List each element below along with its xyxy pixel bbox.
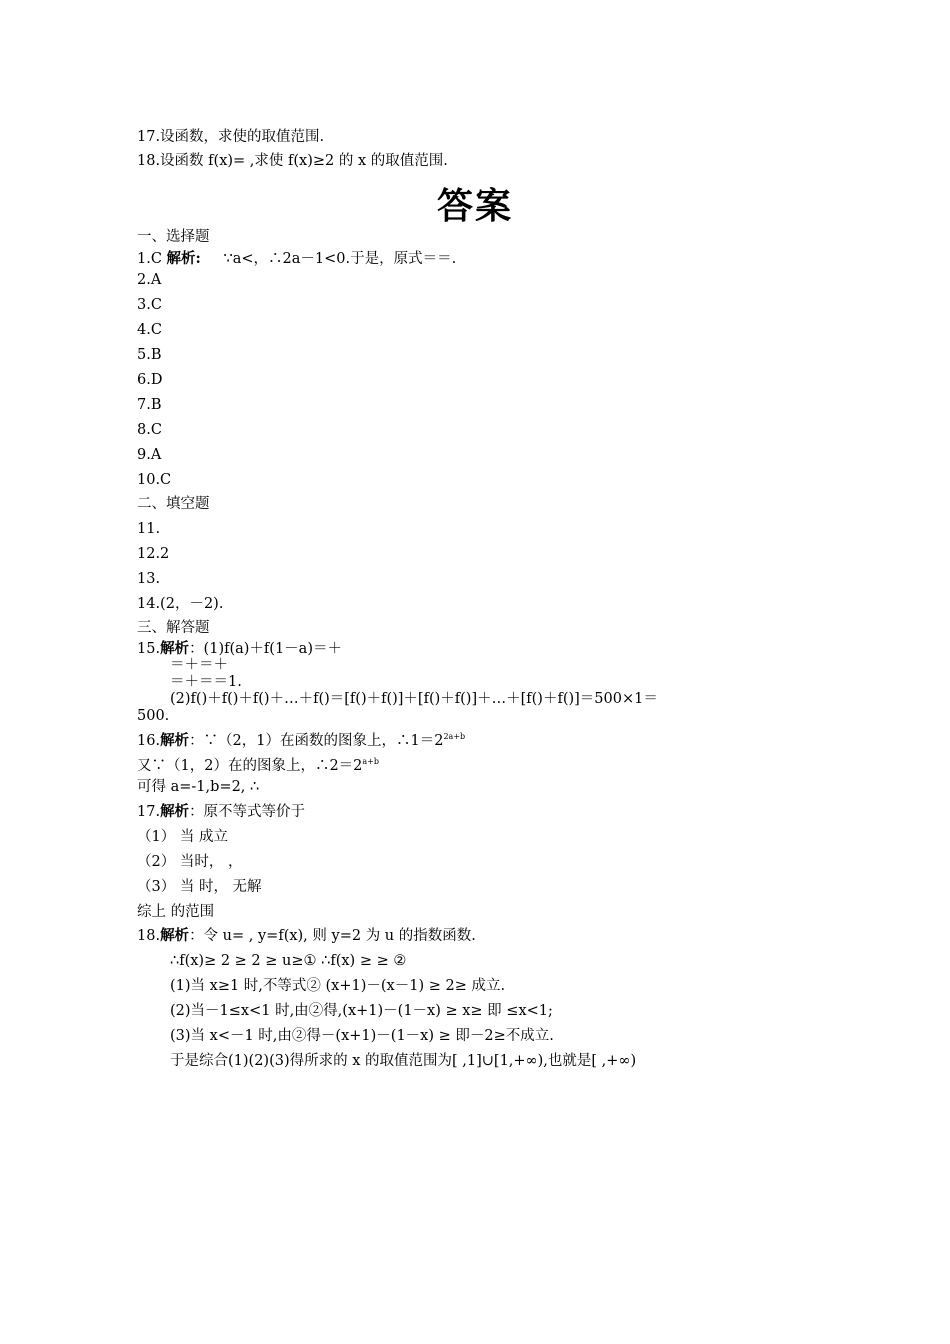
section-solve: 三、解答题: [137, 620, 210, 636]
answer-18-line-5: (3)当 x<－1 时,由②得－(x+1)－(1－x) ≥ 即－2≥不成立.: [170, 1028, 554, 1044]
answer-16-num: 16.: [137, 733, 161, 749]
answer-13: 13.: [137, 571, 161, 587]
answer-16-text: ：∵（2，1）在函数的图象上，∴1＝2: [189, 733, 444, 749]
answer-title: 答案: [436, 186, 513, 227]
answer-1-text: ∵a<，∴2a－1<0.于是，原式＝＝.: [223, 251, 457, 267]
answer-17-label: 解析: [160, 803, 190, 820]
answer-18-line-6: 于是综合(1)(2)(3)得所求的 x 的取值范围为[ ,1]∪[1,+∞),也就是[ ,+∞): [170, 1053, 637, 1069]
answer-2: 2.A: [137, 272, 162, 288]
answer-6: 6.D: [137, 372, 163, 388]
answer-17-line-3: （2） 当时， ，: [137, 854, 243, 870]
answer-16-exponent-1: 2a+b: [443, 732, 466, 741]
answer-18-label: 解析: [160, 927, 190, 944]
answer-15-label: 解析: [160, 640, 190, 657]
answer-15-num: 15.: [137, 641, 161, 657]
answer-18-num: 18.: [137, 928, 161, 944]
answer-16-line-2: [137, 753, 379, 775]
answer-15-text: ：(1)f(a)＋f(1－a)＝＋: [189, 641, 342, 657]
answer-9: 9.A: [137, 447, 162, 463]
answer-15-line-3: ＝＋＝＝1.: [170, 674, 242, 690]
answer-1-label: 解析:: [166, 250, 201, 267]
answer-11: 11.: [137, 521, 161, 537]
answer-12: 12.2: [137, 546, 170, 562]
answer-17-line-1: [137, 803, 305, 821]
answer-16-text-2: 又∵（1，2）在的图象上，∴2＝2: [137, 758, 363, 774]
answer-15-line-4: (2)f()＋f()＋f()＋…＋f()＝[f()＋f()]＋[f()＋f()]＋…＋[f()＋f()]＝500×1＝: [170, 691, 658, 707]
answer-16-exponent-2: a+b: [362, 757, 379, 766]
question-18: 18.设函数 f(x)= ,求使 f(x)≥2 的 x 的取值范围.: [137, 153, 448, 169]
answer-3: 3.C: [137, 297, 162, 313]
answer-5: 5.B: [137, 347, 162, 363]
answer-4: 4.C: [137, 322, 162, 338]
answer-18-line-1: [137, 927, 476, 945]
answer-15-line-5: 500.: [137, 708, 170, 724]
answer-17-line-2: （1） 当 成立: [137, 829, 228, 845]
answer-17-text: ：原不等式等价于: [189, 804, 306, 820]
answer-10: 10.C: [137, 472, 172, 488]
answer-18-line-2: ∴f(x)≥ 2 ≥ 2 ≥ u≥① ∴f(x) ≥ ≥ ②: [170, 953, 407, 969]
answer-15-line-1: [137, 640, 342, 658]
answer-18-line-4: (2)当－1≤x<1 时,由②得,(x+1)－(1－x) ≥ x≥ 即 ≤x<1;: [170, 1003, 553, 1019]
answer-17-line-5: 综上 的范围: [137, 904, 215, 920]
answer-7: 7.B: [137, 397, 162, 413]
answer-1-num: 1.C: [137, 251, 162, 267]
section-fill: 二、填空题: [137, 496, 210, 512]
answer-16-line-3: 可得 a=-1,b=2, ∴: [137, 779, 260, 795]
answer-18-line-3: (1)当 x≥1 时,不等式② (x+1)－(x－1) ≥ 2≥ 成立.: [170, 978, 506, 994]
answer-8: 8.C: [137, 422, 162, 438]
answer-16-label: 解析: [160, 732, 190, 749]
answer-17-num: 17.: [137, 804, 161, 820]
answer-16-line-1: [137, 728, 465, 750]
answer-14: 14.(2，－2).: [137, 596, 224, 612]
question-17: 17.设函数，求使的取值范围.: [137, 129, 325, 145]
answer-17-line-4: （3） 当 时， 无解: [137, 879, 262, 895]
answer-15-line-2: ＝＋＝＋: [170, 657, 228, 673]
answer-18-text: ：令 u= , y=f(x), 则 y=2 为 u 的指数函数.: [189, 928, 476, 944]
section-choice: 一、选择题: [137, 229, 210, 245]
answer-1: [137, 250, 456, 268]
